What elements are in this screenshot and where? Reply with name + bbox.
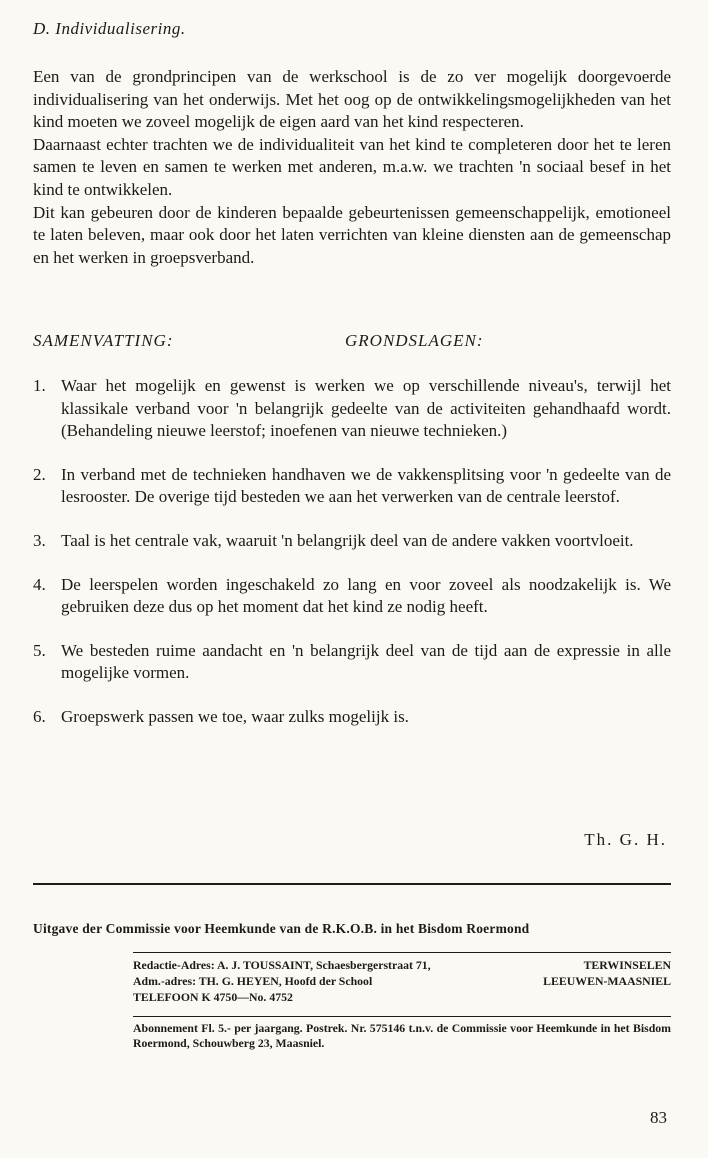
- intro-paragraph-1: Een van de grondprincipen van de werkschool is de zo ver mogelijk doorgevoerde individualisering van het onderwijs. Met het oog op de ontwikkelingsmogelijkheden van het kind moeten we zoveel mogelijk de eigen aard van het kind respecteren.: [33, 67, 671, 132]
- list-item-number: 1.: [33, 376, 46, 395]
- list-item-text: Taal is het centrale vak, waaruit 'n belangrijk deel van de andere vakken voortvloeit.: [61, 530, 634, 550]
- list-item: [33, 640, 671, 685]
- intro-text: [33, 66, 671, 269]
- page-number: 83: [650, 1108, 667, 1127]
- administration-address: Adm.-adres: TH. G. HEYEN, Hoofd der School: [133, 974, 373, 988]
- list-item-text: Groepswerk passen we toe, waar zulks mogelijk is.: [61, 706, 409, 726]
- intro-paragraph-2: Daarnaast echter trachten we de individualiteit van het kind te completeren door het te leren samen te leven en samen te werken met anderen, m.a.w. we trachten 'n sociaal besef in het kind te ontwikkelen.: [33, 134, 671, 199]
- list-item-number: 3.: [33, 530, 46, 550]
- list-item-number: 5.: [33, 640, 46, 660]
- telephone-row: [133, 989, 671, 1005]
- administration-row: [133, 973, 671, 989]
- author-initials: Th. G. H.: [584, 830, 667, 849]
- publisher-line: Uitgave der Commissie voor Heemkunde van de R.K.O.B. in het Bisdom Roermond: [33, 921, 530, 936]
- intro-paragraph-3: Dit kan gebeuren door de kinderen bepaalde gebeurtenissen gemeenschappelijk, emotioneel te laten beleven, maar ook door het laten verrichten van kleine diensten aan de gemeenschap en het werken in groepsverband.: [33, 202, 671, 267]
- list-item: [33, 375, 671, 443]
- editorial-address: Redactie-Adres: A. J. TOUSSAINT, Schaesbergerstraat 71,: [133, 958, 431, 972]
- editorial-place: TERWINSELEN: [583, 958, 671, 972]
- list-item-text: In verband met de technieken handhaven we de vakkensplitsing voor 'n gedeelte van de lesrooster. De overige tijd besteden we aan het verwerken van de centrale leerstof.: [61, 464, 671, 507]
- editorial-addresses: [133, 952, 671, 1005]
- footer-divider: [33, 883, 671, 885]
- editorial-row: [133, 957, 671, 973]
- subscription-note: Abonnement Fl. 5.- per jaargang. Postrek. Nr. 575146 t.n.v. de Commissie voor Heemkunde in het Bisdom Roermond, Schouwberg 23, Maasniel.: [133, 1016, 671, 1051]
- telephone-number: TELEFOON K 4750—No. 4752: [133, 990, 293, 1004]
- list-item: [33, 464, 671, 509]
- summary-headings: [33, 331, 671, 351]
- list-item-text: Waar het mogelijk en gewenst is werken we op verschillende niveau's, terwijl het klassikale verband voor 'n belangrijk gedeelte van de activiteiten gehandhaafd wordt. (Behandeling nieuwe leerstof; inoefenen van nieuwe technieken.): [61, 376, 671, 441]
- heading-samenvatting: SAMENVATTING:: [33, 331, 174, 350]
- list-item-number: 2.: [33, 464, 46, 484]
- list-item-text: De leerspelen worden ingeschakeld zo lang en voor zoveel als noodzakelijk is. We gebruiken deze dus op het moment dat het kind ze nodig heeft.: [61, 574, 671, 617]
- section-title: D. Individualisering.: [33, 19, 186, 38]
- list-item-number: 4.: [33, 574, 46, 594]
- document-page: [33, 0, 671, 1158]
- list-item: [33, 706, 671, 729]
- list-item: [33, 574, 671, 619]
- list-item: [33, 530, 671, 553]
- administration-place: LEEUWEN-MAASNIEL: [543, 974, 671, 988]
- principles-list: [33, 375, 671, 750]
- list-item-number: 6.: [33, 706, 46, 726]
- heading-grondslagen: GRONDSLAGEN:: [345, 331, 484, 350]
- list-item-text: We besteden ruime aandacht en 'n belangrijk deel van de tijd aan de expressie in alle mogelijke vormen.: [61, 640, 671, 683]
